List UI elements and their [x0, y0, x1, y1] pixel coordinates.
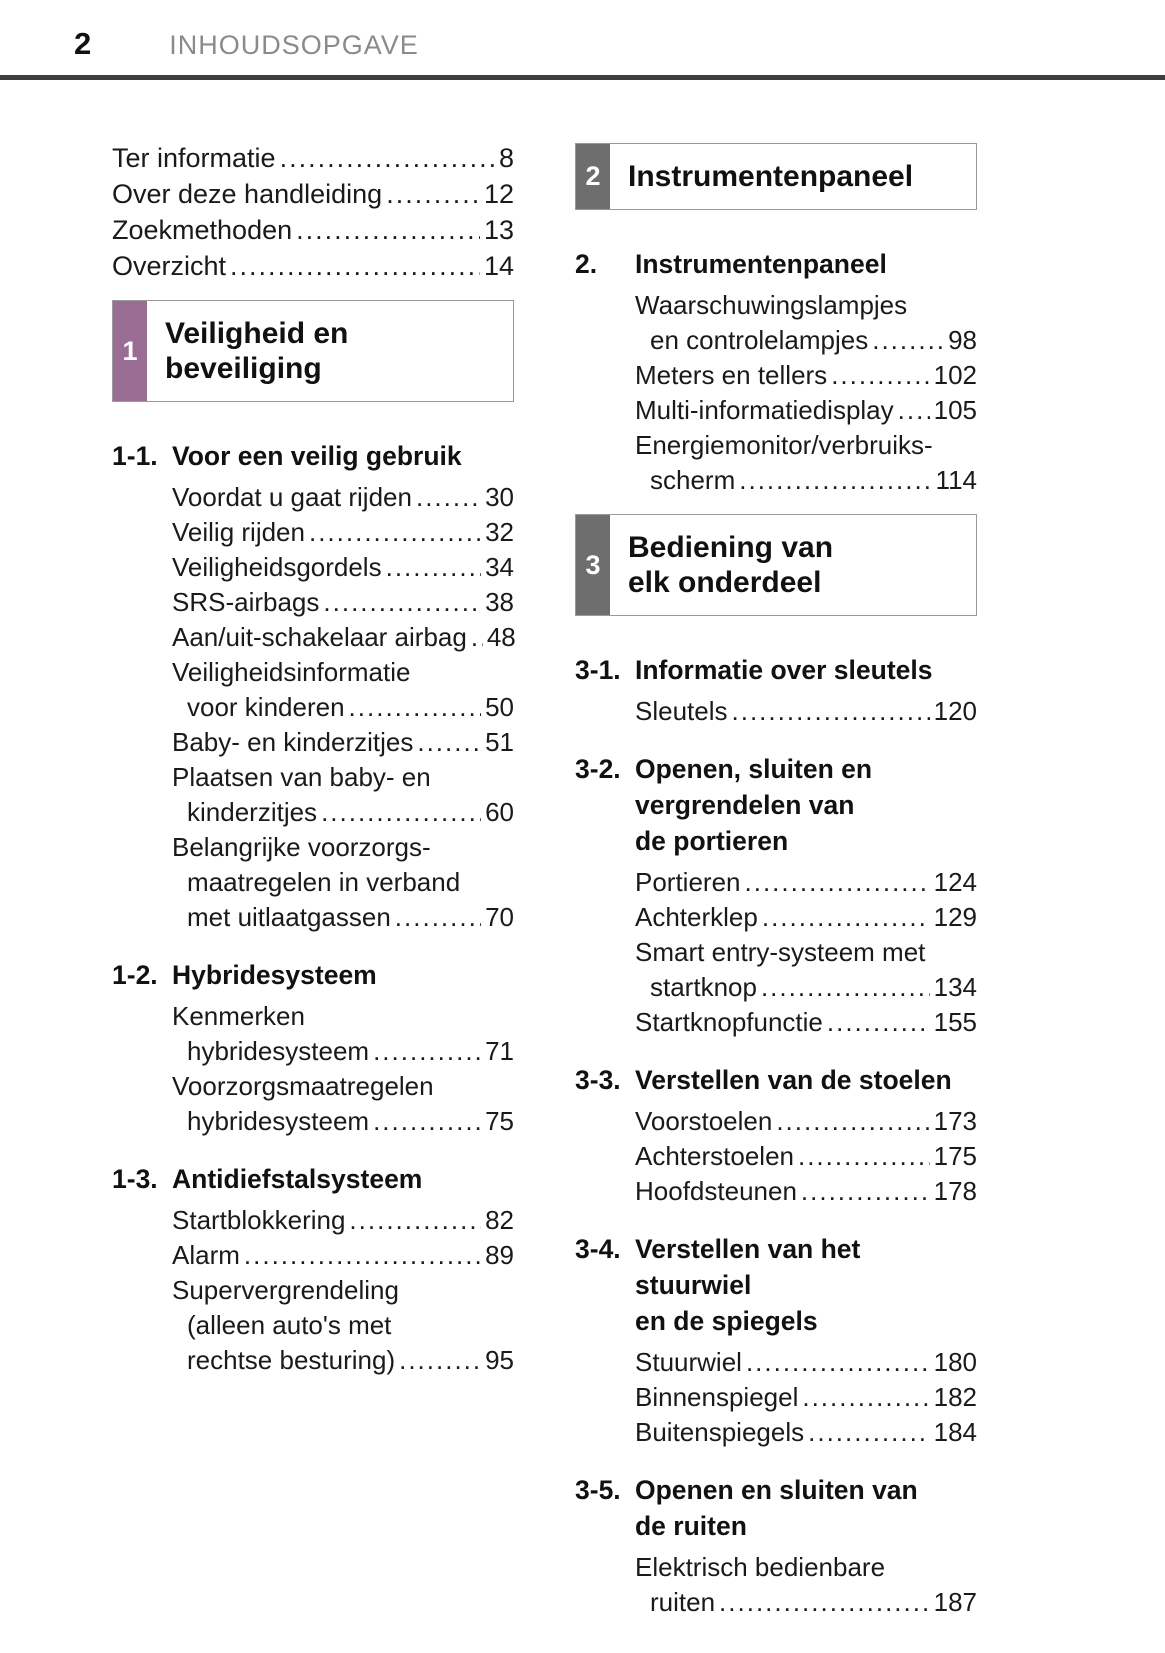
toc-entry-row	[112, 248, 514, 284]
dot-leader	[802, 1380, 929, 1415]
section-number-tile: 3	[576, 515, 610, 615]
chapter-entries	[575, 1104, 977, 1209]
chapter-title-line: Openen en sluiten van	[635, 1475, 918, 1505]
toc-entry-label-line: Elektrisch bedienbare	[635, 1552, 886, 1582]
chapter-title	[172, 438, 514, 474]
toc-entry-row	[635, 970, 977, 1005]
toc-entry	[635, 1005, 977, 1040]
toc-entry	[172, 760, 514, 830]
page-title: INHOUDSOPGAVE	[169, 30, 419, 60]
toc-entry-row	[172, 1343, 514, 1378]
dot-leader	[373, 1104, 481, 1139]
toc-entry-page: 155	[933, 1007, 977, 1037]
toc-entry-label-line: Kenmerken	[172, 1001, 305, 1031]
dot-leader	[386, 550, 481, 585]
chapter-entries	[575, 694, 977, 729]
page-number: 2	[74, 26, 92, 61]
toc-entry-row	[172, 550, 514, 585]
toc-entry-page: 95	[485, 1345, 514, 1375]
toc-entry-page: 50	[485, 692, 514, 722]
section-banner-title-line: Instrumentenpaneel	[628, 160, 914, 193]
chapter-title-line: Antidiefstalsysteem	[172, 1164, 423, 1194]
dot-leader	[323, 585, 481, 620]
toc-entry	[635, 1380, 977, 1415]
dot-leader	[746, 1345, 930, 1380]
dot-leader	[808, 1415, 929, 1450]
toc-entry	[172, 1069, 514, 1139]
chapter-title	[635, 1472, 977, 1544]
section-banner-title-line: Bediening van	[628, 531, 834, 564]
toc-chapter-32	[575, 751, 977, 1040]
toc-entry	[172, 550, 514, 585]
toc-entry	[172, 1238, 514, 1273]
section-banner-1	[112, 300, 514, 402]
chapter-title-line: Verstellen van het stuurwiel	[635, 1234, 861, 1300]
chapter-entries	[112, 1203, 514, 1378]
section-banner-title	[610, 515, 843, 615]
toc-entry-page: 102	[933, 360, 977, 390]
toc-entry-label: Veiligheidsgordels	[172, 552, 382, 582]
toc-entry	[112, 248, 514, 284]
chapter-title-line: Verstellen van de stoelen	[635, 1065, 952, 1095]
toc-entry	[172, 655, 514, 725]
toc-chapter-35	[575, 1472, 977, 1620]
chapter-title-line: de ruiten	[635, 1511, 747, 1541]
dot-leader	[296, 212, 480, 248]
chapter-title-line: vergrendelen van	[635, 790, 855, 820]
toc-entry	[112, 212, 514, 248]
toc-entry-row	[172, 1034, 514, 1069]
toc-entry-label: voor kinderen	[187, 692, 345, 722]
chapter-entries	[112, 480, 514, 935]
toc-entry-label: Overzicht	[112, 251, 227, 281]
chapter-title-line: en de spiegels	[635, 1306, 818, 1336]
toc-entry-label-line: Belangrijke voorzorgs-	[172, 832, 431, 862]
chapter-number: 1-1.	[112, 441, 158, 471]
toc-top-list	[112, 140, 514, 284]
toc-entry-page: 51	[485, 727, 514, 757]
chapter-title	[635, 1062, 977, 1098]
toc-chapter-33	[575, 1062, 977, 1209]
toc-entry-label-line: Veiligheidsinformatie	[172, 657, 411, 687]
toc-entry-label-line: Supervergrendeling	[172, 1275, 399, 1305]
chapter-heading	[112, 1161, 514, 1197]
toc-chapter-2	[575, 246, 977, 498]
section-banner-2	[575, 143, 977, 210]
chapter-entries	[575, 1550, 977, 1620]
toc-column-right	[575, 143, 977, 1620]
toc-entry-row	[172, 1104, 514, 1139]
chapter-title	[635, 1231, 977, 1339]
toc-entry-label-line: Energiemonitor/verbruiks-	[635, 430, 933, 460]
toc-entry-label: en controlelampjes	[650, 325, 869, 355]
toc-entry-row	[635, 463, 977, 498]
toc-chapter-34	[575, 1231, 977, 1450]
toc-entry	[172, 515, 514, 550]
dot-leader	[349, 1203, 481, 1238]
dot-leader	[739, 463, 931, 498]
toc-entry-row	[635, 1415, 977, 1450]
toc-entry-page: 175	[933, 1141, 977, 1171]
dot-leader	[309, 515, 481, 550]
toc-entry-label: Veilig rijden	[172, 517, 305, 547]
dot-leader	[417, 725, 481, 760]
toc-entry-row	[172, 725, 514, 760]
toc-entry	[635, 428, 977, 498]
chapter-entries	[575, 865, 977, 1040]
toc-entry-page: 13	[483, 215, 514, 245]
toc-entry-label: Baby- en kinderzitjes	[172, 727, 414, 757]
toc-entry-row	[172, 480, 514, 515]
toc-entry	[172, 999, 514, 1069]
toc-entry-label: hybridesysteem	[187, 1036, 370, 1066]
toc-entry-page: 180	[933, 1347, 977, 1377]
toc-entry-page: 82	[485, 1205, 514, 1235]
section-banner-title-line: elk onderdeel	[628, 566, 822, 599]
toc-entry-page: 98	[948, 325, 977, 355]
toc-entry-label: Startknopfunctie	[635, 1007, 823, 1037]
toc-entry	[635, 1139, 977, 1174]
toc-entry-label: Voorstoelen	[635, 1106, 773, 1136]
chapter-number: 1-2.	[112, 960, 158, 990]
toc-entry-page: 32	[485, 517, 514, 547]
toc-entry	[112, 140, 514, 176]
toc-entry-row	[635, 1585, 977, 1620]
toc-entry-row	[172, 585, 514, 620]
toc-entry-page: 70	[485, 902, 514, 932]
chapter-heading	[575, 652, 977, 688]
toc-entry	[635, 694, 977, 729]
chapter-number: 3-4.	[575, 1234, 621, 1264]
toc-entry-label: Over deze handleiding	[112, 179, 383, 209]
chapter-number: 3-2.	[575, 754, 621, 784]
toc-entry-label: Alarm	[172, 1240, 240, 1270]
chapter-heading	[575, 1062, 977, 1098]
toc-entry-page: 187	[933, 1587, 977, 1617]
toc-entry-label: Aan/uit-schakelaar airbag	[172, 622, 467, 652]
dot-leader	[762, 900, 930, 935]
toc-entry-row	[172, 1203, 514, 1238]
dot-leader	[386, 176, 480, 212]
toc-entry	[635, 1174, 977, 1209]
dot-leader	[416, 480, 481, 515]
chapter-title-line: Informatie over sleutels	[635, 655, 933, 685]
toc-entry-row	[172, 1238, 514, 1273]
toc-entry-page: 184	[933, 1417, 977, 1447]
toc-entry	[635, 1415, 977, 1450]
toc-entry-label: scherm	[650, 465, 736, 495]
toc-entry-label: met uitlaatgassen	[187, 902, 391, 932]
chapter-number: 2.	[575, 249, 598, 279]
toc-entry-page: 38	[485, 587, 514, 617]
chapter-number: 3-3.	[575, 1065, 621, 1095]
section-number-tile: 1	[113, 301, 147, 401]
toc-entry-label: Achterstoelen	[635, 1141, 794, 1171]
toc-entry-label: Startblokkering	[172, 1205, 346, 1235]
toc-entry-label: Ter informatie	[112, 143, 276, 173]
toc-entry-page: 30	[485, 482, 514, 512]
toc-entry-label: Hoofdsteunen	[635, 1176, 797, 1206]
toc-entry-label: ruiten	[650, 1587, 716, 1617]
toc-entry-label: Meters en tellers	[635, 360, 828, 390]
toc-entry-row	[635, 1345, 977, 1380]
section-banner-3	[575, 514, 977, 616]
page-header	[0, 0, 1165, 62]
toc-entry-row	[172, 690, 514, 725]
toc-entry-label: Binnenspiegel	[635, 1382, 799, 1412]
dot-leader	[395, 900, 481, 935]
chapter-entries	[112, 999, 514, 1139]
toc-entry	[172, 725, 514, 760]
chapter-number: 3-5.	[575, 1475, 621, 1505]
toc-entry-page: 71	[485, 1036, 514, 1066]
toc-entry-page: 134	[933, 972, 977, 1002]
chapter-title	[172, 1161, 514, 1197]
toc-entry-page: 124	[933, 867, 977, 897]
chapter-title	[635, 751, 977, 859]
toc-entry	[635, 900, 977, 935]
toc-entry-label-line: Waarschuwingslampjes	[635, 290, 908, 320]
toc-entry-row	[112, 176, 514, 212]
chapter-title-line: Instrumentenpaneel	[635, 249, 887, 279]
toc-entry-page: 89	[485, 1240, 514, 1270]
toc-entry	[172, 1273, 514, 1378]
toc-entry	[635, 1345, 977, 1380]
chapter-heading	[112, 957, 514, 993]
toc-entry-page: 129	[933, 902, 977, 932]
toc-entry	[635, 1550, 977, 1620]
toc-entry	[112, 176, 514, 212]
dot-leader	[280, 140, 495, 176]
toc-entry-page: 105	[933, 395, 977, 425]
toc-entry-row	[172, 900, 514, 935]
chapter-title	[635, 652, 977, 688]
chapter-entries	[575, 1345, 977, 1450]
dot-leader	[831, 358, 929, 393]
toc-entry-page: 12	[483, 179, 514, 209]
toc-entry-page: 182	[933, 1382, 977, 1412]
chapter-heading	[112, 438, 514, 474]
toc-entry-row	[172, 620, 514, 655]
dot-leader	[827, 1005, 930, 1040]
toc-entry-page: 34	[485, 552, 514, 582]
toc-entry	[172, 620, 514, 655]
toc-entry	[635, 358, 977, 393]
header-rule	[0, 75, 1165, 80]
toc-entry-row	[635, 900, 977, 935]
chapter-title	[172, 957, 514, 993]
toc-entry-row	[112, 212, 514, 248]
toc-entry-page: 178	[933, 1176, 977, 1206]
toc-entry-row	[172, 515, 514, 550]
dot-leader	[745, 865, 930, 900]
toc-entry	[635, 393, 977, 428]
toc-chapter-31	[575, 652, 977, 729]
dot-leader	[761, 970, 930, 1005]
toc-entry-label-line: Smart entry-systeem met	[635, 937, 926, 967]
toc-entry-row	[635, 323, 977, 358]
toc-column-left	[112, 140, 514, 1378]
toc-chapter-11	[112, 438, 514, 935]
toc-entry-label: startknop	[650, 972, 757, 1002]
section-banner-title-line: Veiligheid en beveiliging	[165, 317, 349, 385]
toc-entry-label: Portieren	[635, 867, 741, 897]
toc-entry-row	[635, 865, 977, 900]
dot-leader	[719, 1585, 930, 1620]
dot-leader	[471, 620, 483, 655]
toc-chapter-13	[112, 1161, 514, 1378]
toc-entry-label: Voordat u gaat rijden	[172, 482, 412, 512]
dot-leader	[230, 248, 480, 284]
section-banner-title	[610, 144, 923, 209]
toc-entry-label-line: maatregelen in verband	[187, 867, 461, 897]
toc-entry-page: 75	[485, 1106, 514, 1136]
toc-entry-row	[635, 1104, 977, 1139]
toc-entry	[635, 935, 977, 1005]
toc-entry	[635, 865, 977, 900]
toc-entry-page: 60	[485, 797, 514, 827]
toc-entry	[172, 585, 514, 620]
toc-entry	[172, 830, 514, 935]
dot-leader	[776, 1104, 929, 1139]
dot-leader	[872, 323, 944, 358]
toc-entry-label: SRS-airbags	[172, 587, 320, 617]
toc-entry-row	[635, 393, 977, 428]
toc-entry-row	[635, 1380, 977, 1415]
chapter-heading	[575, 246, 977, 282]
toc-entry-label: Achterklep	[635, 902, 758, 932]
toc-entry-label: Stuurwiel	[635, 1347, 742, 1377]
toc-entry-row	[635, 1005, 977, 1040]
toc-entry-label-line: Plaatsen van baby- en	[172, 762, 431, 792]
toc-entry-label: Sleutels	[635, 696, 728, 726]
dot-leader	[801, 1174, 930, 1209]
toc-entry-label: Zoekmethoden	[112, 215, 293, 245]
toc-entry-label-line: Voorzorgsmaatregelen	[172, 1071, 434, 1101]
section-banner-title	[147, 301, 513, 401]
toc-entry	[635, 1104, 977, 1139]
chapter-number: 1-3.	[112, 1164, 158, 1194]
dot-leader	[349, 690, 482, 725]
section-number-tile: 2	[576, 144, 610, 209]
chapter-heading	[575, 751, 977, 859]
chapter-title-line: Openen, sluiten en	[635, 754, 873, 784]
dot-leader	[399, 1343, 481, 1378]
toc-entry-page: 173	[933, 1106, 977, 1136]
toc-entry	[172, 1203, 514, 1238]
chapter-title-line: de portieren	[635, 826, 789, 856]
toc-entry-page: 48	[486, 622, 516, 652]
toc-entry-label: kinderzitjes	[187, 797, 318, 827]
toc-entry	[172, 480, 514, 515]
toc-entry-page: 8	[498, 143, 514, 173]
chapter-heading	[575, 1231, 977, 1339]
dot-leader	[373, 1034, 481, 1069]
toc-entry-row	[635, 694, 977, 729]
chapter-number: 3-1.	[575, 655, 621, 685]
toc-entry-row	[635, 1139, 977, 1174]
dot-leader	[798, 1139, 930, 1174]
toc-entry-page: 114	[935, 465, 977, 495]
chapter-title-line: Hybridesysteem	[172, 960, 377, 990]
chapter-heading	[575, 1472, 977, 1544]
toc-chapter-12	[112, 957, 514, 1139]
toc-entry-row	[635, 358, 977, 393]
dot-leader	[898, 393, 930, 428]
toc-entry-label: rechtse besturing)	[187, 1345, 396, 1375]
toc-entry-label: hybridesysteem	[187, 1106, 370, 1136]
chapter-title	[635, 246, 977, 282]
toc-entry-label: Buitenspiegels	[635, 1417, 805, 1447]
toc-entry-label-line: (alleen auto's met	[187, 1310, 392, 1340]
toc-entry-page: 120	[933, 696, 977, 726]
toc-entry-row	[635, 1174, 977, 1209]
toc-entry-row	[112, 140, 514, 176]
toc-entry	[635, 288, 977, 358]
chapter-entries	[575, 288, 977, 498]
chapter-title-line: Voor een veilig gebruik	[172, 441, 462, 471]
dot-leader	[244, 1238, 481, 1273]
toc-entry-label: Multi-informatiedisplay	[635, 395, 894, 425]
dot-leader	[321, 795, 481, 830]
toc-entry-page: 14	[483, 251, 514, 281]
toc-entry-row	[172, 795, 514, 830]
dot-leader	[732, 694, 930, 729]
